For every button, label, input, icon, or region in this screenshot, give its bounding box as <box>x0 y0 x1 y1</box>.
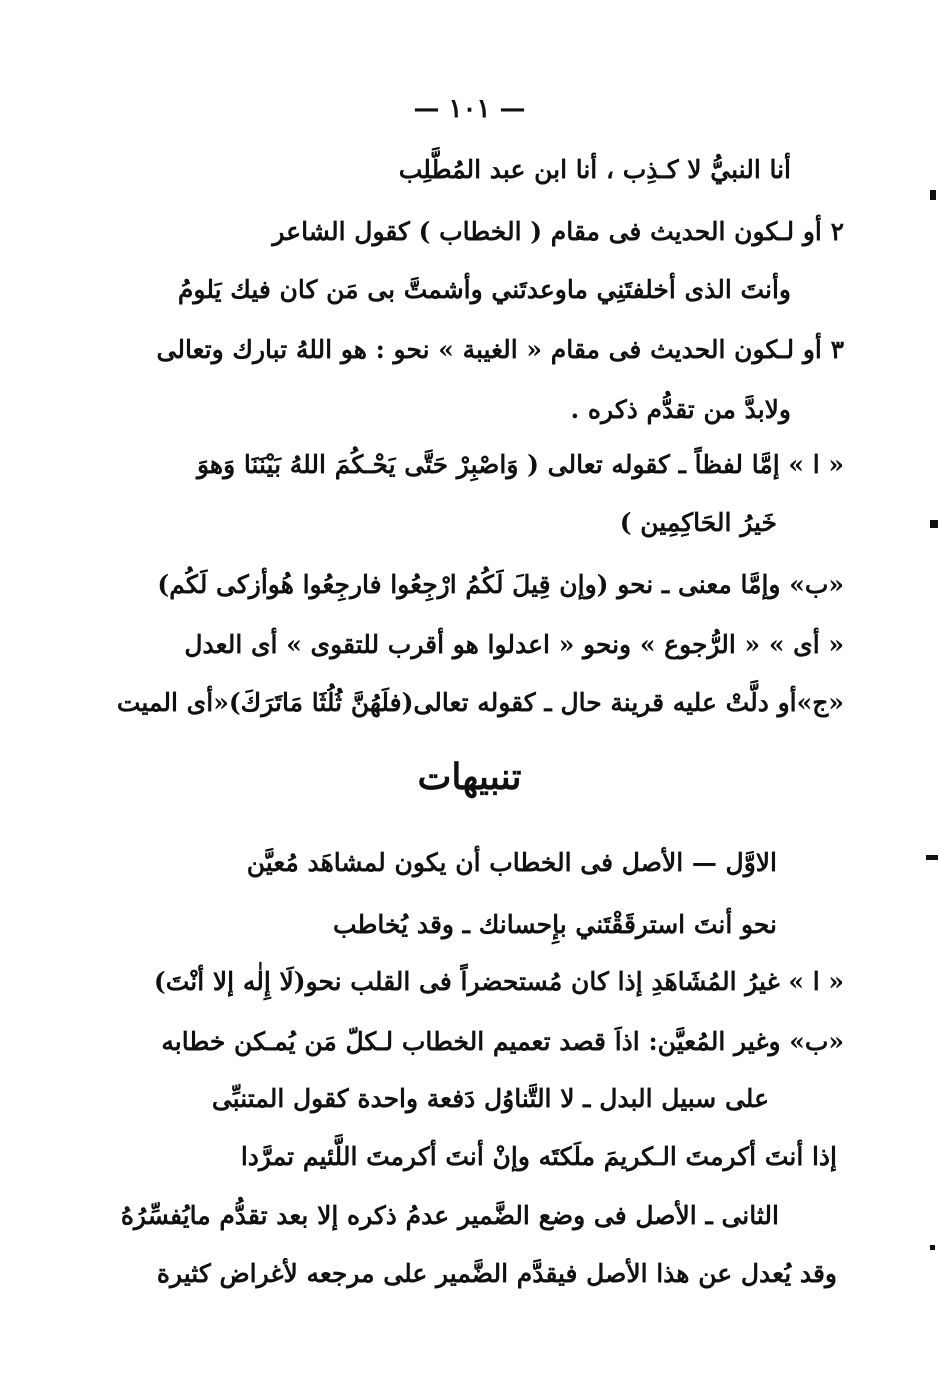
text-line: على سبيل البدل ـ لا التَّناوُل دَفعة واحدة كقول المتنبِّى <box>211 1084 769 1113</box>
text-line: الاوَّل — الأصل فى الخطاب أن يكون لمشاهَد مُعيَّن <box>246 848 777 877</box>
verse-line: وأنتَ الذى أخلفتَنِي ماوعدتَني وأشمتَّ بى مَن كان فيك يَلومُ <box>177 275 791 304</box>
margin-mark <box>930 190 936 200</box>
text-line: «ب» وإمَّا معنى ـ نحو (وإن قِيلَ لَكُمُ ارْجِعُوا فارجِعُوا هُوأزكى لَكُم) <box>157 570 844 599</box>
margin-mark <box>930 1245 935 1250</box>
section-heading: تنبيهات <box>417 756 522 798</box>
page-number: — ١٠١ — <box>413 94 526 124</box>
text-line: نحو أنتَ استرقَقْتَني بإِحسانك ـ وقد يُخاطب <box>332 910 777 939</box>
margin-mark <box>930 520 938 528</box>
text-line: « ا » غيرُ المُشَاهَدِ إذا كان مُستحضراً فى القلب نحو(لَا إِلٰه إلا أنْتَ) <box>153 967 844 996</box>
text-line: «ج»أو دلَّتْ عليه قرينة حال ـ كقوله تعالى(فلَهُنَّ ثُلُثَا مَاتَرَكَ)«أى الميت <box>116 688 844 717</box>
text-line: ٢ أو لـكون الحديث فى مقام ( الخطاب ) كقول الشاعر <box>272 217 844 246</box>
verse-line: إذا أنتَ أكرمتَ الـكريمَ ملَكتَه وإنْ أنتَ أكرمتَ اللَّئيم تمرَّدا <box>240 1142 837 1171</box>
text-line: خَيرُ الحَاكِمِين ) <box>619 508 777 537</box>
text-line: ٣ أو لـكون الحديث فى مقام « الغيبة » نحو : هو اللهُ تبارك وتعالى <box>156 335 844 364</box>
text-line: ولابدَّ من تقدُّم ذكره . <box>570 395 791 424</box>
text-line: أنا النبيُّ لا كـذِب ، أنا ابن عبد المُطَّلِب <box>398 155 791 184</box>
text-line: الثانى ـ الأصل فى وضع الضَّمير عدمُ ذكره إلا بعد تقدُّم مايُفسِّرُهُ <box>120 1201 779 1230</box>
margin-mark <box>926 855 938 860</box>
text-line: « أى » « الرُّجوع » ونحو « اعدلوا هو أقرب للتقوى » أى العدل <box>184 630 844 659</box>
text-line: وقد يُعدل عن هذا الأصل فيقدَّم الضَّمير على مرجعه لأغراض كثيرة <box>156 1259 837 1288</box>
text-line: « ا » إمَّا لفظاً ـ كقوله تعالى ( وَاصْبِرْ حَتَّى يَحْـكُمَ اللهُ بَيْنَنَا وَهوَ <box>196 450 844 479</box>
text-line: «ب» وغير المُعيَّن: اذاَ قصد تعميم الخطاب لـكلّ مَن يُمـكن خطابه <box>161 1027 844 1056</box>
